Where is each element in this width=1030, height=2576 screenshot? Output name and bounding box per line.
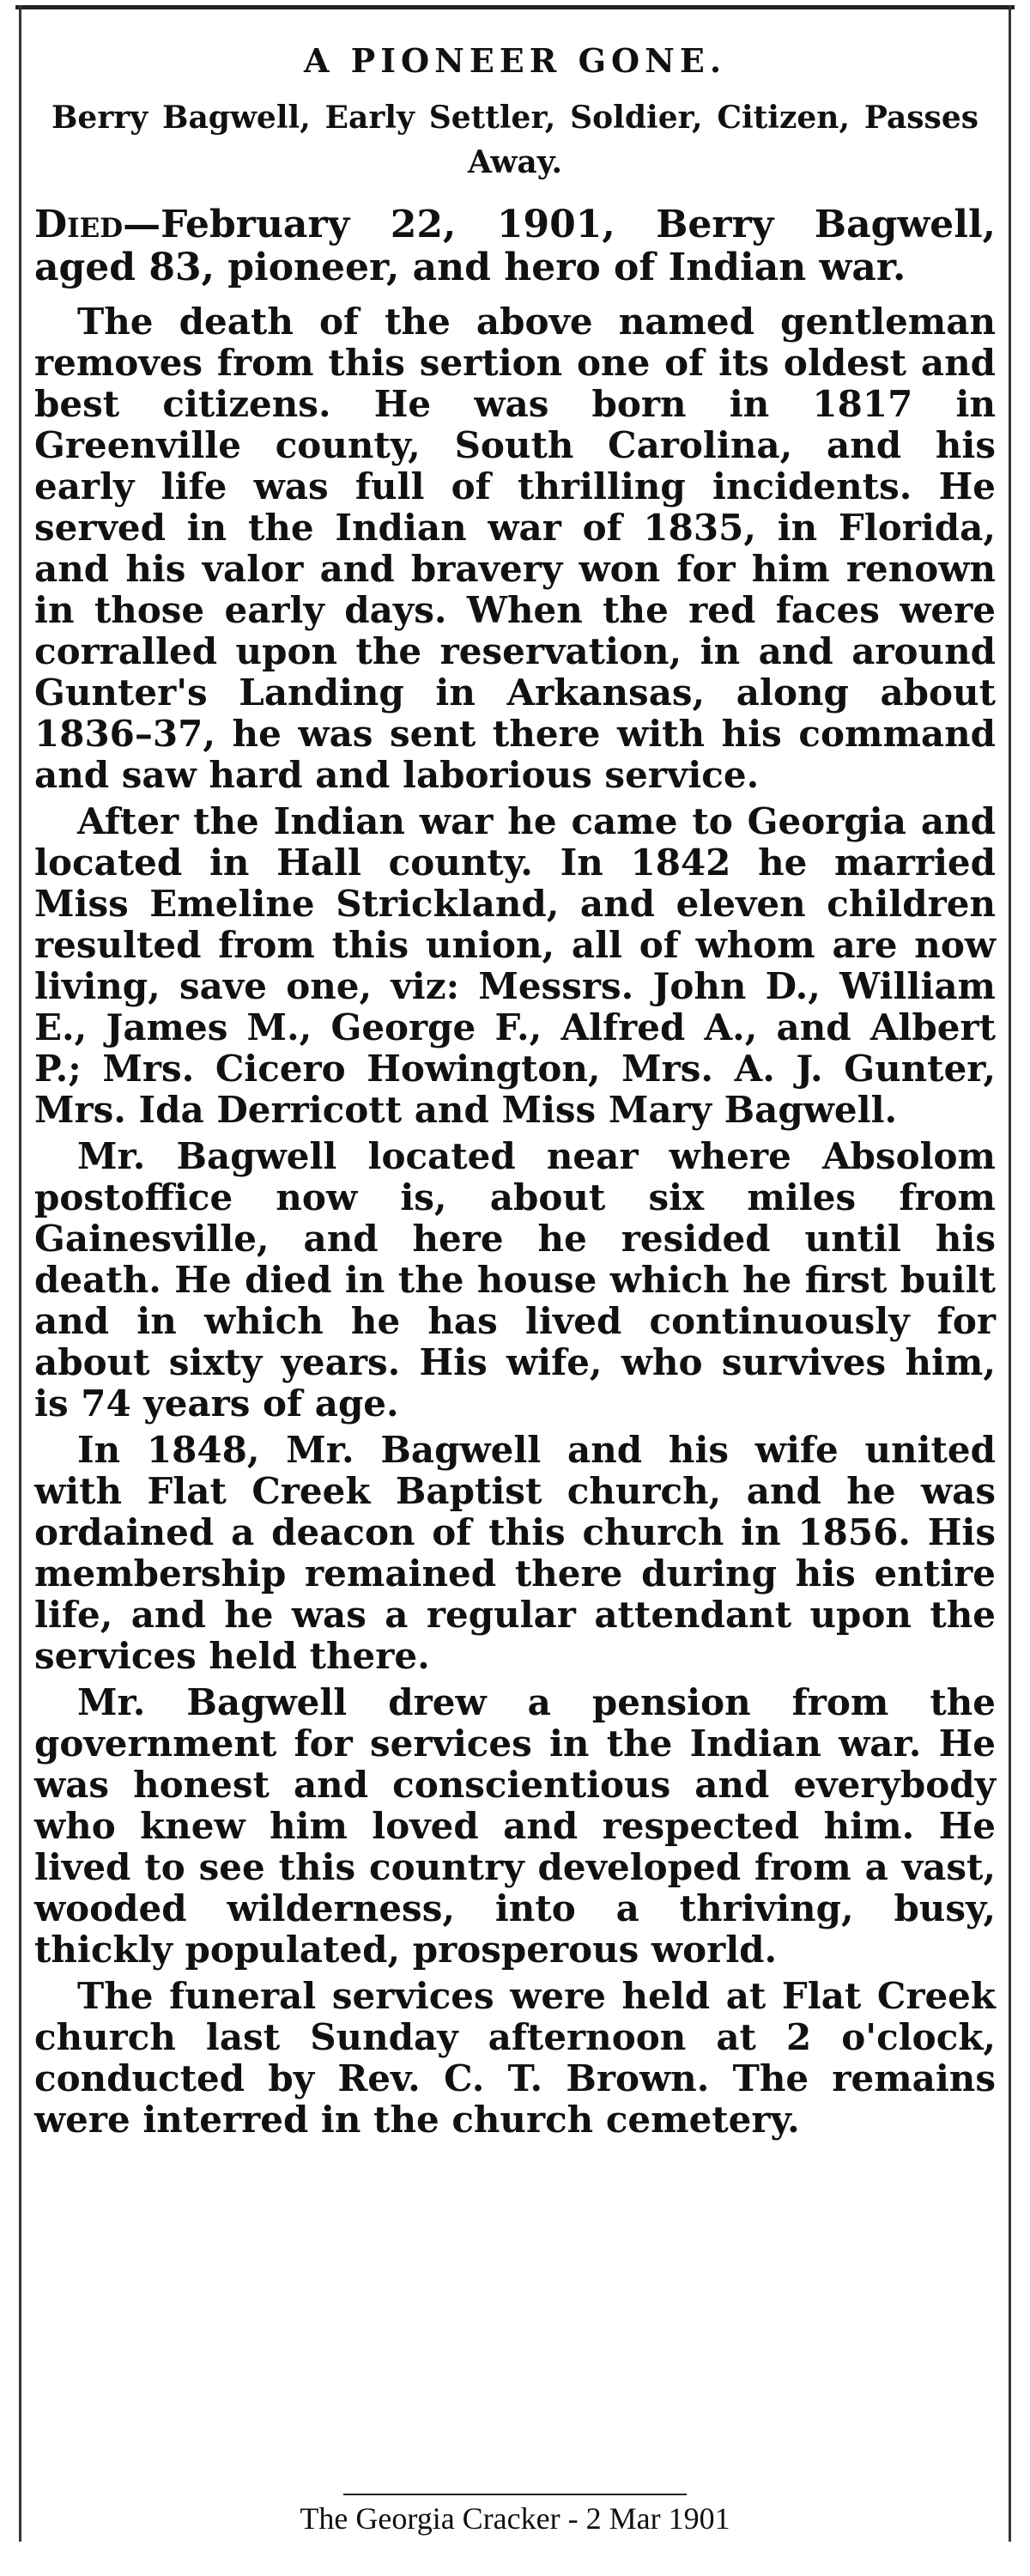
death-notice-text: —February 22, 1901, Berry Bagwell, aged 83, pioneer, and hero of Indian war.	[34, 203, 996, 289]
article-column	[34, 19, 996, 2146]
paragraph-1: The death of the above named gentleman removes from this sertion one of its oldest and best citizens. He was born in 1817 in Greenville county, South Carolina, and his early life was full of thrilling incidents. He served in the Indian war of 1835, in Florida, and his valor and bravery won for him renown in those early days. When the red faces were corralled upon the reservation, in and around Gunter's Landing in Arkansas, along about 1836–37, he was sent there with his command and saw hard and laborious service.	[34, 301, 996, 796]
died-label: Died	[34, 203, 124, 246]
paragraph-6: The funeral services were held at Flat Creek church last Sunday afternoon at 2 o'clock, conducted by Rev. C. T. Brown. The remains were interred in the church cemetery.	[34, 1975, 996, 2141]
right-column-rule	[1009, 5, 1011, 2542]
paragraph-4: In 1848, Mr. Bagwell and his wife united with Flat Creek Baptist church, and he was ordained a deacon of this church in 1856. His membership remained there during his entire life, and he was a regular attendant upon the services held there.	[34, 1429, 996, 1677]
paragraph-2: After the Indian war he came to Georgia and located in Hall county. In 1842 he married Miss Emeline Strickland, and eleven children resulted from this union, all of whom are now living, save one, viz: Messrs. John D., William E., James M., George F., Alfred A., and Albert P.; Mrs. Cicero Howington, Mrs. A. J. Gunter, Mrs. Ida Derricott and Miss Mary Bagwell.	[34, 800, 996, 1131]
left-column-rule	[19, 5, 21, 2542]
source-caption: The Georgia Cracker - 2 Mar 1901	[300, 2501, 730, 2536]
article-headline: A PIONEER GONE.	[303, 41, 727, 80]
caption-divider	[343, 2494, 687, 2495]
paragraph-5: Mr. Bagwell drew a pension from the government for services in the Indian war. He was honest and conscientious and everybody who knew him loved and respected him. He lived to see this country developed from a vast, wooded wilderness, into a thriving, busy, thickly populated, prosperous world.	[34, 1681, 996, 1971]
article-subhead: Berry Bagwell, Early Settler, Soldier, Citizen, Passes Away.	[52, 100, 978, 180]
paragraph-3: Mr. Bagwell located near where Absolom postoffice now is, about six miles from Gainesville, and here he resided until his death. He died in the house which he first built and in which he has lived continuously for about sixty years. His wife, who survives him, is 74 years of age.	[34, 1135, 996, 1425]
top-column-rule	[15, 5, 1015, 9]
death-notice	[34, 204, 996, 289]
